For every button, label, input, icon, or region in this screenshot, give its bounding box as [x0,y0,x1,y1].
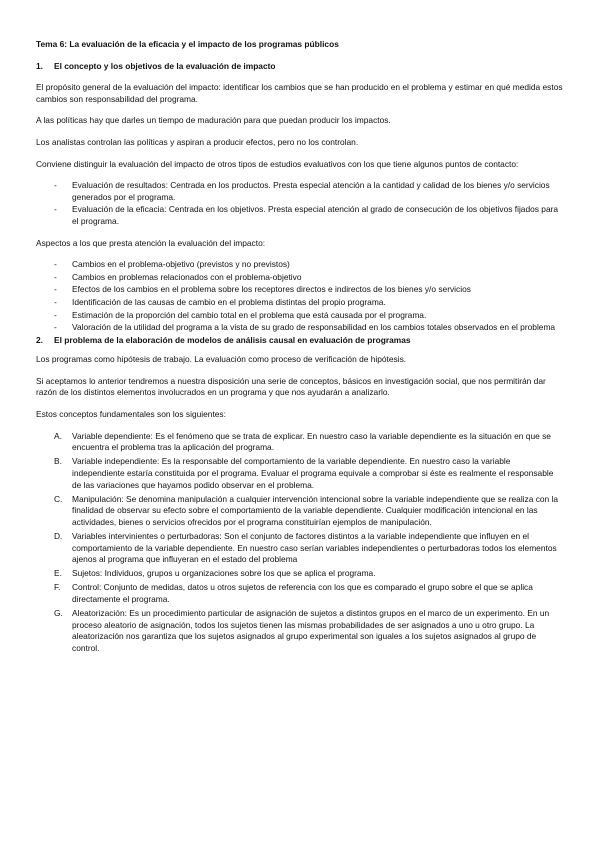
list-item [36,568,564,580]
list-item [36,582,564,605]
paragraph: Aspectos a los que presta atención la evaluación del impacto: [36,237,266,248]
list-item [36,431,564,454]
list-item [36,531,564,566]
list-marker: E. [54,568,62,579]
list-item-text: Estimación de la proporción del cambio total en el problema que está causada por el programa. [72,309,427,320]
list-item-text: Cambios en problemas relacionados con el problema-objetivo [72,271,302,282]
impact-aspects-list [36,259,564,334]
paragraph: Si aceptamos lo anterior tendremos a nuestra disposición una serie de conceptos, básicos en investigación social, que nos permitirán dar razón de los distintos elementos involucrados en un programa y que nos ayudarán a analizarlo. [36,375,546,398]
document-title: Tema 6: La evaluación de la eficacia y el impacto de los programas públicos [36,39,339,49]
list-item-text: Variable independiente: Es la responsable del comportamiento de la variable dependiente. En nuestro caso la variable independiente estaría constituida por el programa. Evaluar el programa equivale a comprobar si éste es realmente el responsable de las variaciones que hayamos podido observar en el problema. [72,456,554,490]
evaluation-types-list [36,180,564,227]
section-heading-2 [36,335,564,347]
list-item-text: Manipulación: Se denomina manipulación a cualquier intervención intencional sobre la variable independiente que se realiza con la finalidad de observar su efecto sobre el comportamiento de la variable dependiente. Cualquier modificación intencional en las actividades, bienes o servicios ofrecidos por el programa constituirían ejemplos de manipulación. [72,493,559,527]
list-marker: - [54,322,57,333]
list-marker: - [54,271,57,282]
list-item-text: Evaluación de resultados: Centrada en los productos. Presta especial atención a la cantidad y calidad de los bienes y/o servicios generados por el programa. [72,180,550,202]
section-title: El problema de la elaboración de modelos de análisis causal en evaluación de programas [54,334,411,345]
list-item-text: Valoración de la utilidad del programa a la vista de su grado de responsabilidad en los cambios totales observados en el problema [72,322,556,333]
list-item-text: Sujetos: Individuos, grupos u organizaciones sobre los que se aplica el programa. [72,568,376,579]
list-marker: A. [54,430,62,441]
paragraph: A las políticas hay que darles un tiempo de maduración para que puedan producir los impactos. [36,115,391,126]
list-item-text: Aleatorización: Es un procedimiento particular de asignación de sujetos a distintos grupos en el marco de un experimento. En un proceso aleatorio de asignación, todos los sujetos tienen las mismas probabilidades de ser asignados a uno u otro grupo. La aleatorización nos garantiza que los sujetos asignados al grupo experimental son iguales a los sujetos asignados al grupo de control. [72,607,550,653]
list-marker: - [54,180,57,191]
list-item [36,310,564,322]
list-item [36,259,564,271]
list-item-text: Variables intervinientes o perturbadoras: Son el conjunto de factores distintos a la variable independiente que influyen en el comportamiento de la variable dependiente. En nuestro caso serían variables independientes o perturbadoras todos los elementos ajenos al programa que influyeran en el estado del problema [72,530,557,565]
list-marker: - [54,284,57,295]
section-number: 1. [36,60,43,71]
section-heading-1 [36,61,564,73]
paragraph: El propósito general de la evaluación del impacto: identificar los cambios que se han producido en el problema y estimar en qué medida estos cambios son responsabilidad del programa. [36,82,563,104]
list-marker: - [54,259,57,270]
list-marker: B. [54,456,62,467]
document-body [36,39,564,664]
concepts-list [36,431,564,655]
paragraph: Los analistas controlan las políticas y aspiran a producir efectos, pero no los controlan. [36,136,359,147]
list-item [36,456,564,491]
list-item [36,180,564,203]
paragraph: Estos conceptos fundamentales son los siguientes: [36,409,226,420]
list-item [36,608,564,654]
paragraph: Conviene distinguir la evaluación del impacto de otros tipos de estudios evaluativos con los que tiene algunos puntos de contacto: [36,158,519,169]
paragraph: Los programas como hipótesis de trabajo. La evaluación como proceso de verificación de hipótesis. [36,354,407,365]
list-item-text: Control: Conjunto de medidas, datos u otros sujetos de referencia con los que es comparado el grupo sobre el que se aplica directamente el programa. [72,582,533,604]
list-item-text: Variable dependiente: Es el fenómeno que se trata de explicar. En nuestro caso la variable dependiente es la situación en que se encuentra el problema tras la aplicación del programa. [72,430,551,453]
list-item [36,272,564,284]
list-marker: - [54,204,57,215]
list-marker: - [54,296,57,307]
section-number: 2. [36,334,43,345]
list-item-text: Cambios en el problema-objetivo (previstos y no previstos) [72,259,290,270]
list-item-text: Identificación de las causas de cambio en el problema distintas del propio programa. [72,296,386,307]
list-item-text: Evaluación de la eficacia: Centrada en los objetivos. Presta especial atención al grado de consecución de los objetivos fijados para el programa. [72,204,559,226]
list-marker: C. [54,493,63,504]
list-item [36,494,564,529]
list-item [36,297,564,309]
list-marker: D. [54,530,63,541]
list-item [36,204,564,227]
section-title: El concepto y los objetivos de la evaluación de impacto [54,60,276,71]
list-marker: - [54,309,57,320]
list-item [36,322,564,334]
list-item-text: Efectos de los cambios en el problema sobre los receptores directos e indirectos de los bienes y/o servicios [72,284,471,295]
list-marker: G. [54,607,63,618]
list-item [36,284,564,296]
list-marker: F. [54,582,61,593]
